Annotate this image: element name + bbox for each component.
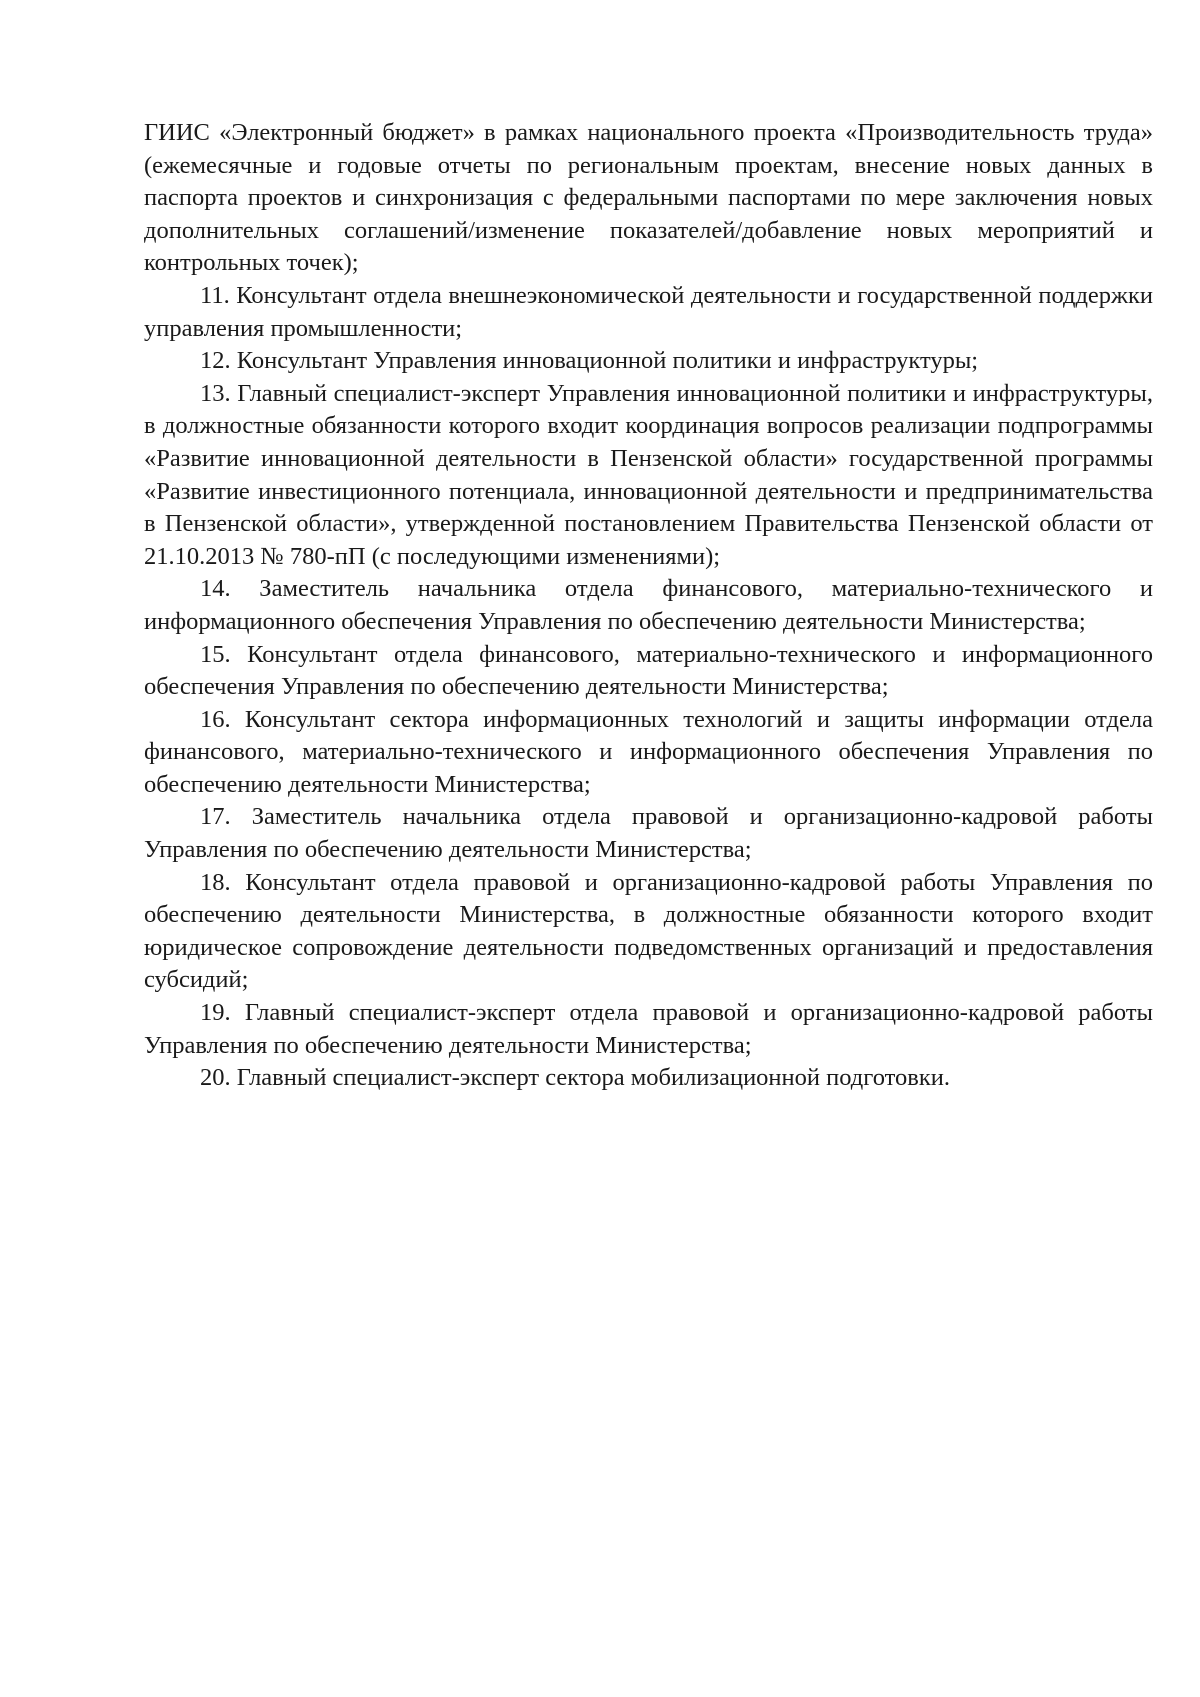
list-item-19: 19. Главный специалист-эксперт отдела правовой и организационно-кадровой работы Управления по обеспечению деятельности Министерства; [144,999,1153,1059]
list-item-20: 20. Главный специалист-эксперт сектора мобилизационной подготовки. [200,1064,950,1092]
intro-paragraph: ГИИС «Электронный бюджет» в рамках национального проекта «Производительность труда» (ежемесячные и годовые отчеты по региональным проектам, внесение новых данных в паспорта проектов и синхронизация с федеральными паспортами по мере заключения новых дополнительных соглашений/изменение показателей/добавление новых мероприятий и контрольных точек); [144,119,1153,277]
list-item-17: 17. Заместитель начальника отдела правовой и организационно-кадровой работы Управления по обеспечению деятельности Министерства; [144,803,1153,864]
list-item-12: 12. Консультант Управления инновационной политики и инфраструктуры; [200,347,979,375]
list-item-16: 16. Консультант сектора информационных технологий и защиты информации отдела финансового, материально-технического и информационного обеспечения Управления по обеспечению деятельности Министерства; [144,705,1153,798]
document-body [144,117,1153,1095]
list-item-11: 11. Консультант отдела внешнеэкономической деятельности и государственной поддержки управления промышленности; [144,281,1153,342]
list-item-18: 18. Консультант отдела правовой и организационно-кадровой работы Управления по обеспечению деятельности Министерства, в должностные обязанности которого входит юридическое сопровождение деятельности подведомственных организаций и предоставления субсидий; [144,868,1153,994]
list-item-14: 14. Заместитель начальника отдела финансового, материально-технического и информационного обеспечения Управления по обеспечению деятельности Министерства; [144,575,1153,635]
list-item-15: 15. Консультант отдела финансового, материально-технического и информационного обеспечения Управления по обеспечению деятельности Министерства; [144,640,1153,701]
list-item-13: 13. Главный специалист-эксперт Управления инновационной политики и инфраструктуры, в должностные обязанности которого входит координация вопросов реализации подпрограммы «Развитие инновационной деятельности в Пензенской области» государственной программы «Развитие инвестиционного потенциала, инновационной деятельности и предпринимательства в Пензенской области», утвержденной постановлением Правительства Пензенской области от 21.10.2013 № 780-пП (с последующими изменениями); [144,379,1153,570]
